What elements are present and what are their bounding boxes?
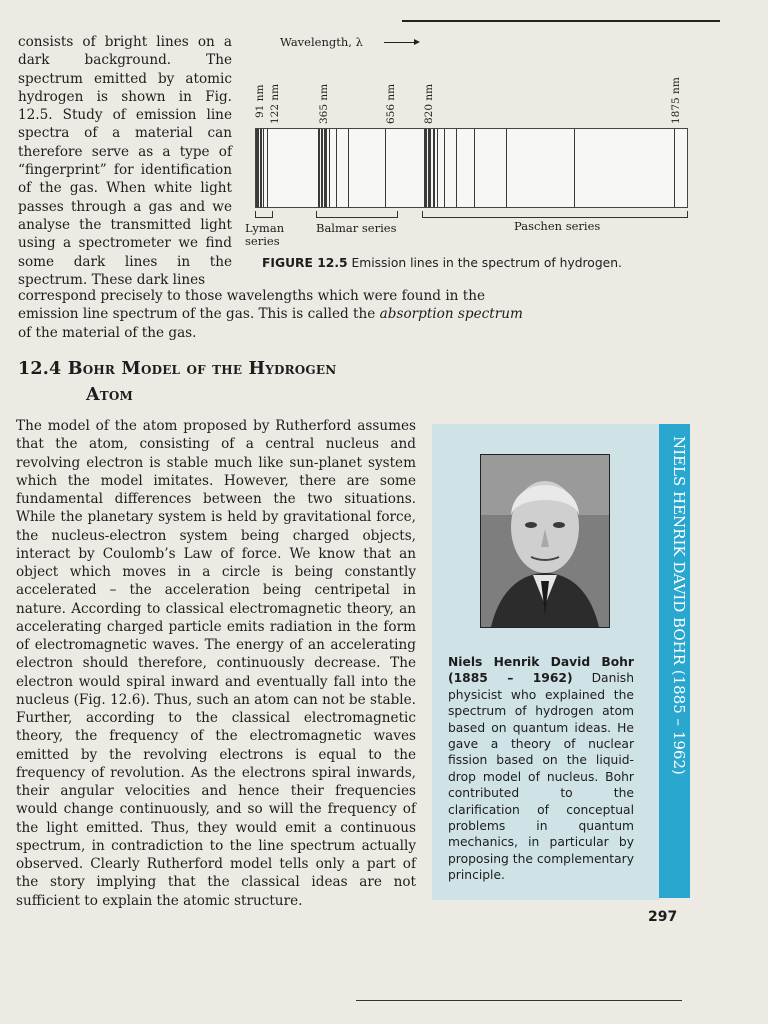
figure-12-5	[240, 28, 692, 278]
intro-paragraph-full	[18, 287, 528, 342]
bio-text: Danish physicist who explained the spectrum of hydrogen atom based on quantum ideas. He gave a theory of nuclear fission based on the liquid-drop model of nucleus. Bohr contributed to the clarification of conceptual problems in quantum mechanics, in particular by proposing the complementary principle.	[448, 671, 634, 883]
paschen-series-label: Paschen series	[514, 219, 601, 233]
spectral-line	[574, 129, 575, 207]
spectral-line	[321, 129, 323, 207]
intro-text-b: of the material of the gas.	[18, 324, 197, 341]
paschen-brace	[422, 211, 688, 218]
spectral-line	[506, 129, 507, 207]
spectral-line	[324, 129, 327, 207]
spectral-line	[263, 129, 264, 207]
lyman-brace	[255, 211, 273, 218]
wavelength-label: Wavelength, λ	[280, 35, 363, 49]
balmar-brace	[316, 211, 398, 218]
nm-label-656: 656 nm	[385, 83, 397, 124]
body-paragraph: The model of the atom proposed by Rutherford assumes that the atom, consisting of a central nucleus and revolving electron is stable much like sun-planet system which the model imitates. However, there are some fundamental differences between the two situations. While the planetary system is held by gravitational force, the nucleus-electron system being charged objects, interact by Coulomb’s Law of force. We know that an object which moves in a circle is being constantly accelerated – the acceleration being centripetal in nature. According to classical electromagnetic theory, an accelerating charged particle emits radiation in the form of electromagnetic waves. The energy of an accelerating electron should therefore, continuously decrease. The electron would spiral inward and eventually fall into the nucleus (Fig. 12.6). Thus, such an atom can not be stable. Further, according to the classical electromagnetic theory, the frequency of the electromagnetic waves emitted by the revolving electrons is equal to the frequency of revolution. As the electrons spiral inwards, their angular velocities and hence their frequencies would change continuously, and so will the frequency of the light emitted. Thus, they would emit a continuous spectrum, in contradiction to the line spectrum actually observed. Clearly Rutherford model tells only a part of the story implying that the classical ideas are not sufficient to explain the atomic structure.	[16, 418, 416, 909]
section-heading	[18, 356, 336, 408]
portrait-icon	[481, 455, 609, 627]
spectral-line	[318, 129, 320, 207]
sidebar-vertical-title: NIELS HENRIK DAVID BOHR (1885 – 1962)	[670, 436, 688, 775]
footer-rule	[356, 1000, 682, 1001]
spectral-line	[674, 129, 675, 207]
balmar-series-label: Balmar series	[316, 221, 397, 235]
figure-caption-label: FIGURE 12.5	[262, 256, 348, 270]
spectral-line	[385, 129, 386, 207]
spectral-line	[456, 129, 457, 207]
nm-label-820: 820 nm	[423, 83, 435, 124]
page-number: 297	[648, 909, 678, 925]
spectral-line	[437, 129, 438, 207]
bio-name: Niels Henrik David Bohr (1885 – 1962)	[448, 655, 634, 686]
spectral-line	[260, 129, 262, 207]
nm-label-122: 122 nm	[269, 83, 281, 124]
header-rule	[402, 20, 720, 22]
nm-label-1875: 1875 nm	[670, 77, 682, 124]
figure-caption	[262, 256, 622, 270]
sidebar-name-strip	[659, 424, 690, 898]
bohr-portrait	[480, 454, 610, 628]
figure-caption-text: Emission lines in the spectrum of hydrogen.	[347, 256, 622, 270]
spectral-line	[424, 129, 427, 207]
bohr-bio	[448, 654, 634, 884]
section-number: 12.4	[18, 359, 62, 379]
lyman-series-label: Lyman series	[245, 221, 285, 248]
spectral-line	[444, 129, 445, 207]
section-title-line1: Bohr Model of the Hydrogen	[67, 359, 337, 379]
spectral-line	[428, 129, 431, 207]
section-title-line2: Atom	[86, 385, 134, 405]
wavelength-arrow-icon	[384, 42, 418, 43]
nm-label-365: 365 nm	[318, 83, 330, 124]
spectral-line	[348, 129, 349, 207]
intro-paragraph-column: consists of bright lines on a dark background. The spectrum emitted by atomic hydrogen is shown in Fig. 12.5. Study of emission line spectra of a material can therefore serve as a type of “fingerprint” for identification of the gas. When white light passes through a gas and we analyse the transmitted light using a spectrometer we find some dark lines in the spectrum. These dark lines	[18, 34, 232, 288]
spectral-line	[336, 129, 337, 207]
spectral-line	[256, 129, 259, 207]
spectral-line	[433, 129, 435, 207]
absorption-spectrum-term: absorption spectrum	[379, 306, 523, 323]
spectral-line	[329, 129, 330, 207]
intro-text-a: correspond precisely to those wavelengths which were found in the emission line spectrum of the gas. This is called the	[18, 288, 485, 323]
bohr-sidebar	[432, 424, 660, 900]
spectral-line	[474, 129, 475, 207]
spectral-line	[267, 129, 268, 207]
nm-label-91: 91 nm	[254, 84, 266, 118]
spectrum-strip	[255, 128, 688, 208]
